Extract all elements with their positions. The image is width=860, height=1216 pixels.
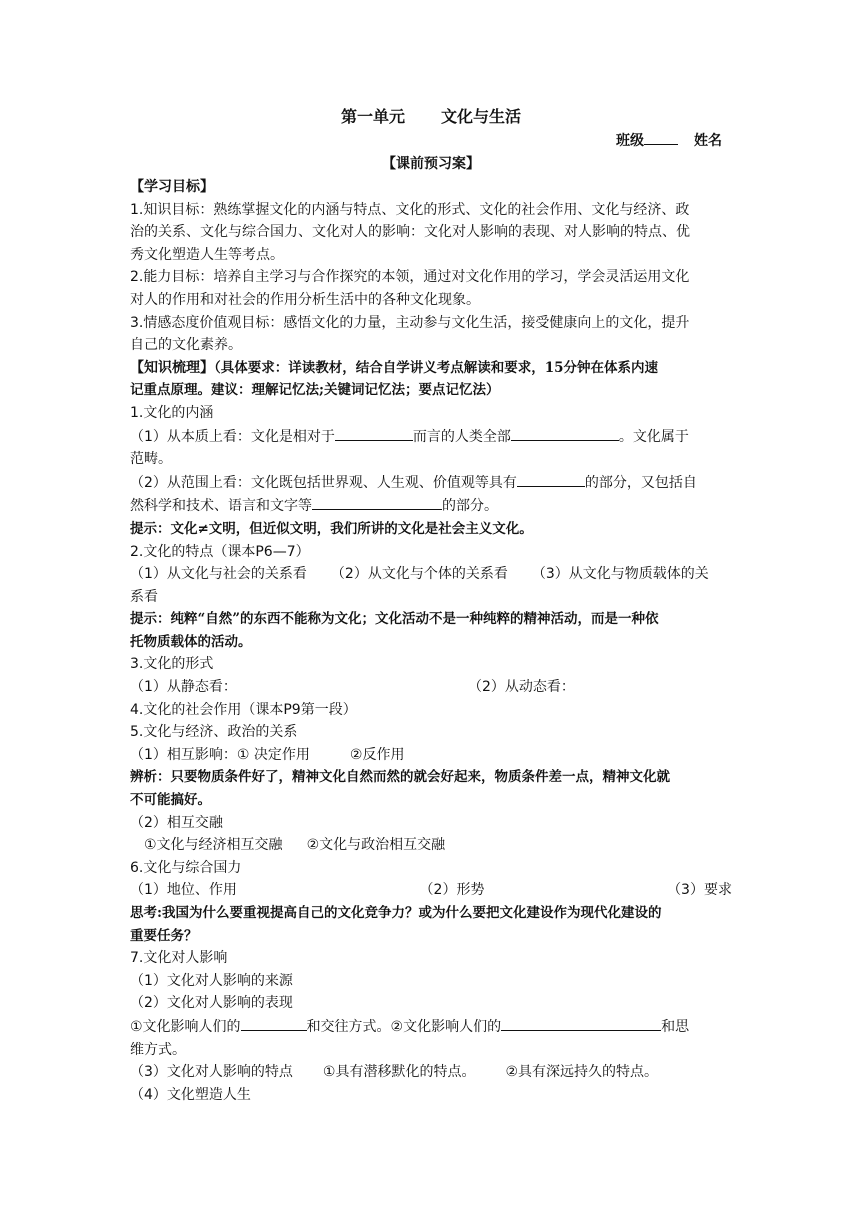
goal-3-line-2: 自己的文化素养。 [130, 337, 242, 354]
page-title: 第一单元 文化与生活 [340, 107, 522, 126]
section-6-items: （1）地位、作用 （2）形势 （3）要求 [130, 882, 732, 899]
fill-blank[interactable] [312, 494, 442, 510]
goal-1-line-3: 秀文化塑造人生等考点。 [130, 246, 284, 263]
section-5-item-1: （1）相互影响：① 决定作用 ②反作用 [130, 746, 405, 763]
preview-heading: 【课前预习案】 [382, 156, 480, 172]
think-line-2: 重要任务？ [130, 927, 198, 944]
name-label: 姓名 [694, 133, 722, 149]
section-7-item-3: （3）文化对人影响的特点 ①具有潜移默化的特点。 ②具有深远持久的特点。 [130, 1064, 659, 1081]
section-3-items: （1）从静态看： （2）从动态看： [130, 679, 575, 696]
document-body [130, 104, 732, 1106]
class-name-row [130, 130, 732, 152]
section-1-item-1-cont: 范畴。 [130, 451, 172, 468]
section-5-item-2-subs: ①文化与经济相互交融 ②文化与政治相互交融 [144, 837, 446, 854]
goal-3-line-1: 3.情感态度价值观目标：感悟文化的力量，主动参与文化生活，接受健康向上的文化，提升 [130, 314, 690, 331]
fill-blank[interactable] [241, 1015, 307, 1031]
tip-2-line-2: 托物质载体的活动。 [130, 633, 252, 650]
fill-blank[interactable] [517, 471, 585, 487]
section-1-item-2: （2）从范围上看：文化既包括世界观、人生观、价值观等具有 的部分，又包括自 [130, 471, 732, 495]
section-7-item-4: （4）文化塑造人生 [130, 1086, 251, 1103]
goal-1-line-2: 治的关系、文化与综合国力、文化对人的影响：文化对人影响的表现、对人影响的特点、优 [130, 224, 690, 241]
section-6-heading: 6.文化与综合国力 [130, 859, 242, 876]
tip-1: 提示：文化≠文明，但近似文明，我们所讲的文化是社会主义文化。 [130, 520, 533, 537]
analysis-line-2: 不可能搞好。 [130, 792, 211, 809]
section-5-item-2: （2）相互交融 [130, 814, 223, 831]
fill-blank[interactable] [511, 425, 619, 441]
analysis-line-1: 辨析：只要物质条件好了，精神文化自然而然的就会好起来，物质条件差一点，精神文化就 [130, 769, 670, 786]
section-7-item-2: （2）文化对人影响的表现 [130, 995, 293, 1012]
fill-blank[interactable] [501, 1015, 661, 1031]
section-1-item-2-cont: 然科学和技术、语言和文字等 的部分。 [130, 494, 732, 518]
section-5-heading: 5.文化与经济、政治的关系 [130, 724, 298, 741]
goals-heading: 【学习目标】 [130, 179, 214, 195]
knowledge-heading: 【知识梳理】 [130, 359, 214, 376]
think-line-1: 思考:我国为什么要重视提高自己的文化竞争力？或为什么要把文化建设作为现代化建设的 [130, 905, 662, 921]
section-2-items: （1）从文化与社会的关系看 （2）从文化与个体的关系看 （3）从文化与物质载体的关 [130, 566, 709, 583]
section-7-item-2-cont: 维方式。 [130, 1041, 186, 1058]
section-7-heading: 7.文化对人影响 [130, 950, 228, 967]
section-7-item-1: （1）文化对人影响的来源 [130, 972, 293, 989]
section-2-items-cont: 系看 [130, 588, 158, 605]
goal-1-line-1: 1.知识目标：熟练掌握文化的内涵与特点、文化的形式、文化的社会作用、文化与经济、政 [130, 201, 690, 218]
section-2-heading: 2.文化的特点（课本P6—7） [130, 543, 310, 560]
section-4-heading: 4.文化的社会作用（课本P9第一段） [130, 701, 357, 718]
section-1-item-1: （1）从本质上看：文化是相对于 而言的人类全部 。文化属于 [130, 425, 732, 449]
knowledge-requirement-line-2: 记重点原理。建议：理解记忆法;关键词记忆法；要点记忆法） [130, 382, 500, 399]
section-7-item-2-a: ①文化影响人们的 和交往方式。②文化影响人们的 和思 [130, 1015, 732, 1039]
section-3-heading: 3.文化的形式 [130, 656, 214, 673]
tip-2-line-1: 提示：纯粹“自然”的东西不能称为文化；文化活动不是一种纯粹的精神活动，而是一种依 [130, 611, 659, 628]
goal-2-line-1: 2.能力目标：培养自主学习与合作探究的本领，通过对文化作用的学习，学会灵活运用文化 [130, 269, 690, 286]
class-label: 班级 [616, 133, 644, 149]
fill-blank[interactable] [335, 425, 413, 441]
knowledge-requirement-line-1: 【知识梳理】（具体要求：详读教材，结合自学讲义考点解读和要求，15分钟在体系内速 [130, 359, 659, 376]
section-1-heading: 1.文化的内涵 [130, 404, 214, 421]
goal-2-line-2: 对人的作用和对社会的作用分析生活中的各种文化现象。 [130, 291, 480, 308]
class-blank [644, 130, 678, 145]
